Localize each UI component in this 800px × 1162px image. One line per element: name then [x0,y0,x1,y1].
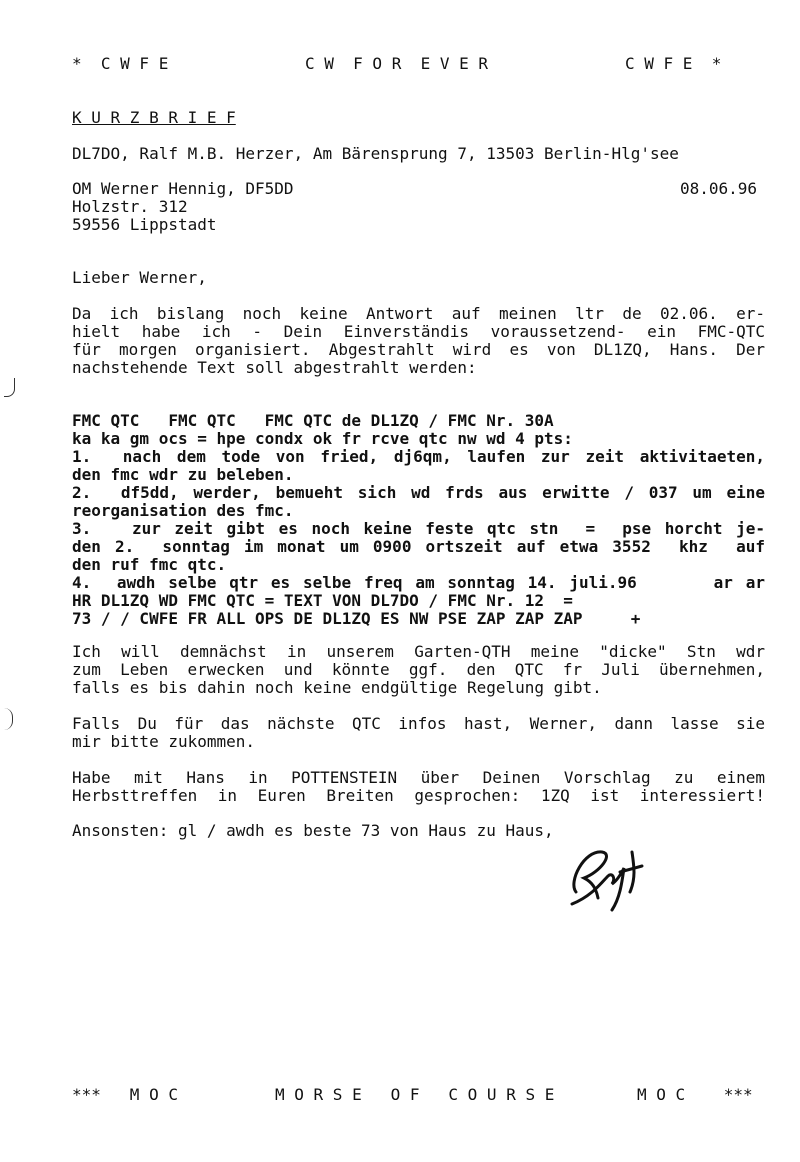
para-stn-line: zum Leben erwecken und könnte ggf. den QTC fr Juli übernehmen, [72,660,765,679]
closing-line: Ansonsten: gl / awdh es beste 73 von Haus zu Haus, [72,821,554,840]
para-stn-line: Ich will demnächst in unserem Garten-QTH meine "dicke" Stn wdr [72,642,765,661]
para-infos-line: mir bitte zukommen. [72,732,256,751]
qtc-line: 4. awdh selbe qtr es selbe freq am sonntag 14. juli.96 ar ar [72,573,765,592]
intro-line: Da ich bislang noch keine Antwort auf meinen ltr de 02.06. er- [72,304,765,323]
qtc-line: den fmc wdr zu beleben. [72,465,294,484]
intro-line: für morgen organisiert. Abgestrahlt wird es von DL1ZQ, Hans. Der [72,340,765,359]
para-meeting-line: Herbsttreffen in Euren Breiten gesprochen: 1ZQ ist interessiert! [72,786,765,805]
footer-center: M O R S E O F C O U R S E [275,1085,555,1104]
recipient-city: 59556 Lippstadt [72,215,217,234]
qtc-line: den 2. sonntag im monat um 0900 ortszeit auf etwa 3552 khz auf [72,537,765,556]
sender-address: DL7DO, Ralf M.B. Herzer, Am Bärensprung 7, 13503 Berlin-Hlg'see [72,144,679,163]
salutation: Lieber Werner, [72,268,207,287]
header-left: * C W F E [72,54,169,73]
header-right: C W F E * [625,54,722,73]
punch-mark [4,378,15,397]
letter-title: K U R Z B R I E F [72,108,236,127]
qtc-line: reorganisation des fmc. [72,501,294,520]
qtc-line: 2. df5dd, werder, bemueht sich wd frds aus erwitte / 037 um eine [72,483,765,502]
qtc-line: 3. zur zeit gibt es noch keine feste qtc stn = pse horcht je- [72,519,765,538]
intro-line: hielt habe ich - Dein Einverständis voraussetzend- ein FMC-QTC [72,322,765,341]
header-center: C W F O R E V E R [305,54,489,73]
recipient-name: OM Werner Hennig, DF5DD [72,179,294,198]
qtc-line: den ruf fmc qtc. [72,555,227,574]
para-infos-line: Falls Du für das nächste QTC infos hast, Werner, dann lasse sie [72,714,765,733]
footer-right: M O C *** [637,1085,753,1104]
para-stn-line: falls es bis dahin noch keine endgültige Regelung gibt. [72,678,602,697]
qtc-line: HR DL1ZQ WD FMC QTC = TEXT VON DL7DO / FMC Nr. 12 = [72,591,573,610]
qtc-line: ka ka gm ocs = hpe condx ok fr rcve qtc nw wd 4 pts: [72,429,573,448]
recipient-street: Holzstr. 312 [72,197,188,216]
intro-line: nachstehende Text soll abgestrahlt werden: [72,358,477,377]
qtc-line: 1. nach dem tode von fried, dj6qm, laufen zur zeit aktivitaeten, [72,447,765,466]
punch-mark [4,708,13,730]
letter-date: 08.06.96 [680,179,758,198]
qtc-line: 73 / / CWFE FR ALL OPS DE DL1ZQ ES NW PSE ZAP ZAP ZAP + [72,609,641,628]
para-meeting-line: Habe mit Hans in POTTENSTEIN über Deinen Vorschlag zu einem [72,768,765,787]
signature-image [562,842,652,914]
qtc-line: FMC QTC FMC QTC FMC QTC de DL1ZQ / FMC Nr. 30A [72,411,554,430]
footer-left: *** M O C [72,1085,178,1104]
